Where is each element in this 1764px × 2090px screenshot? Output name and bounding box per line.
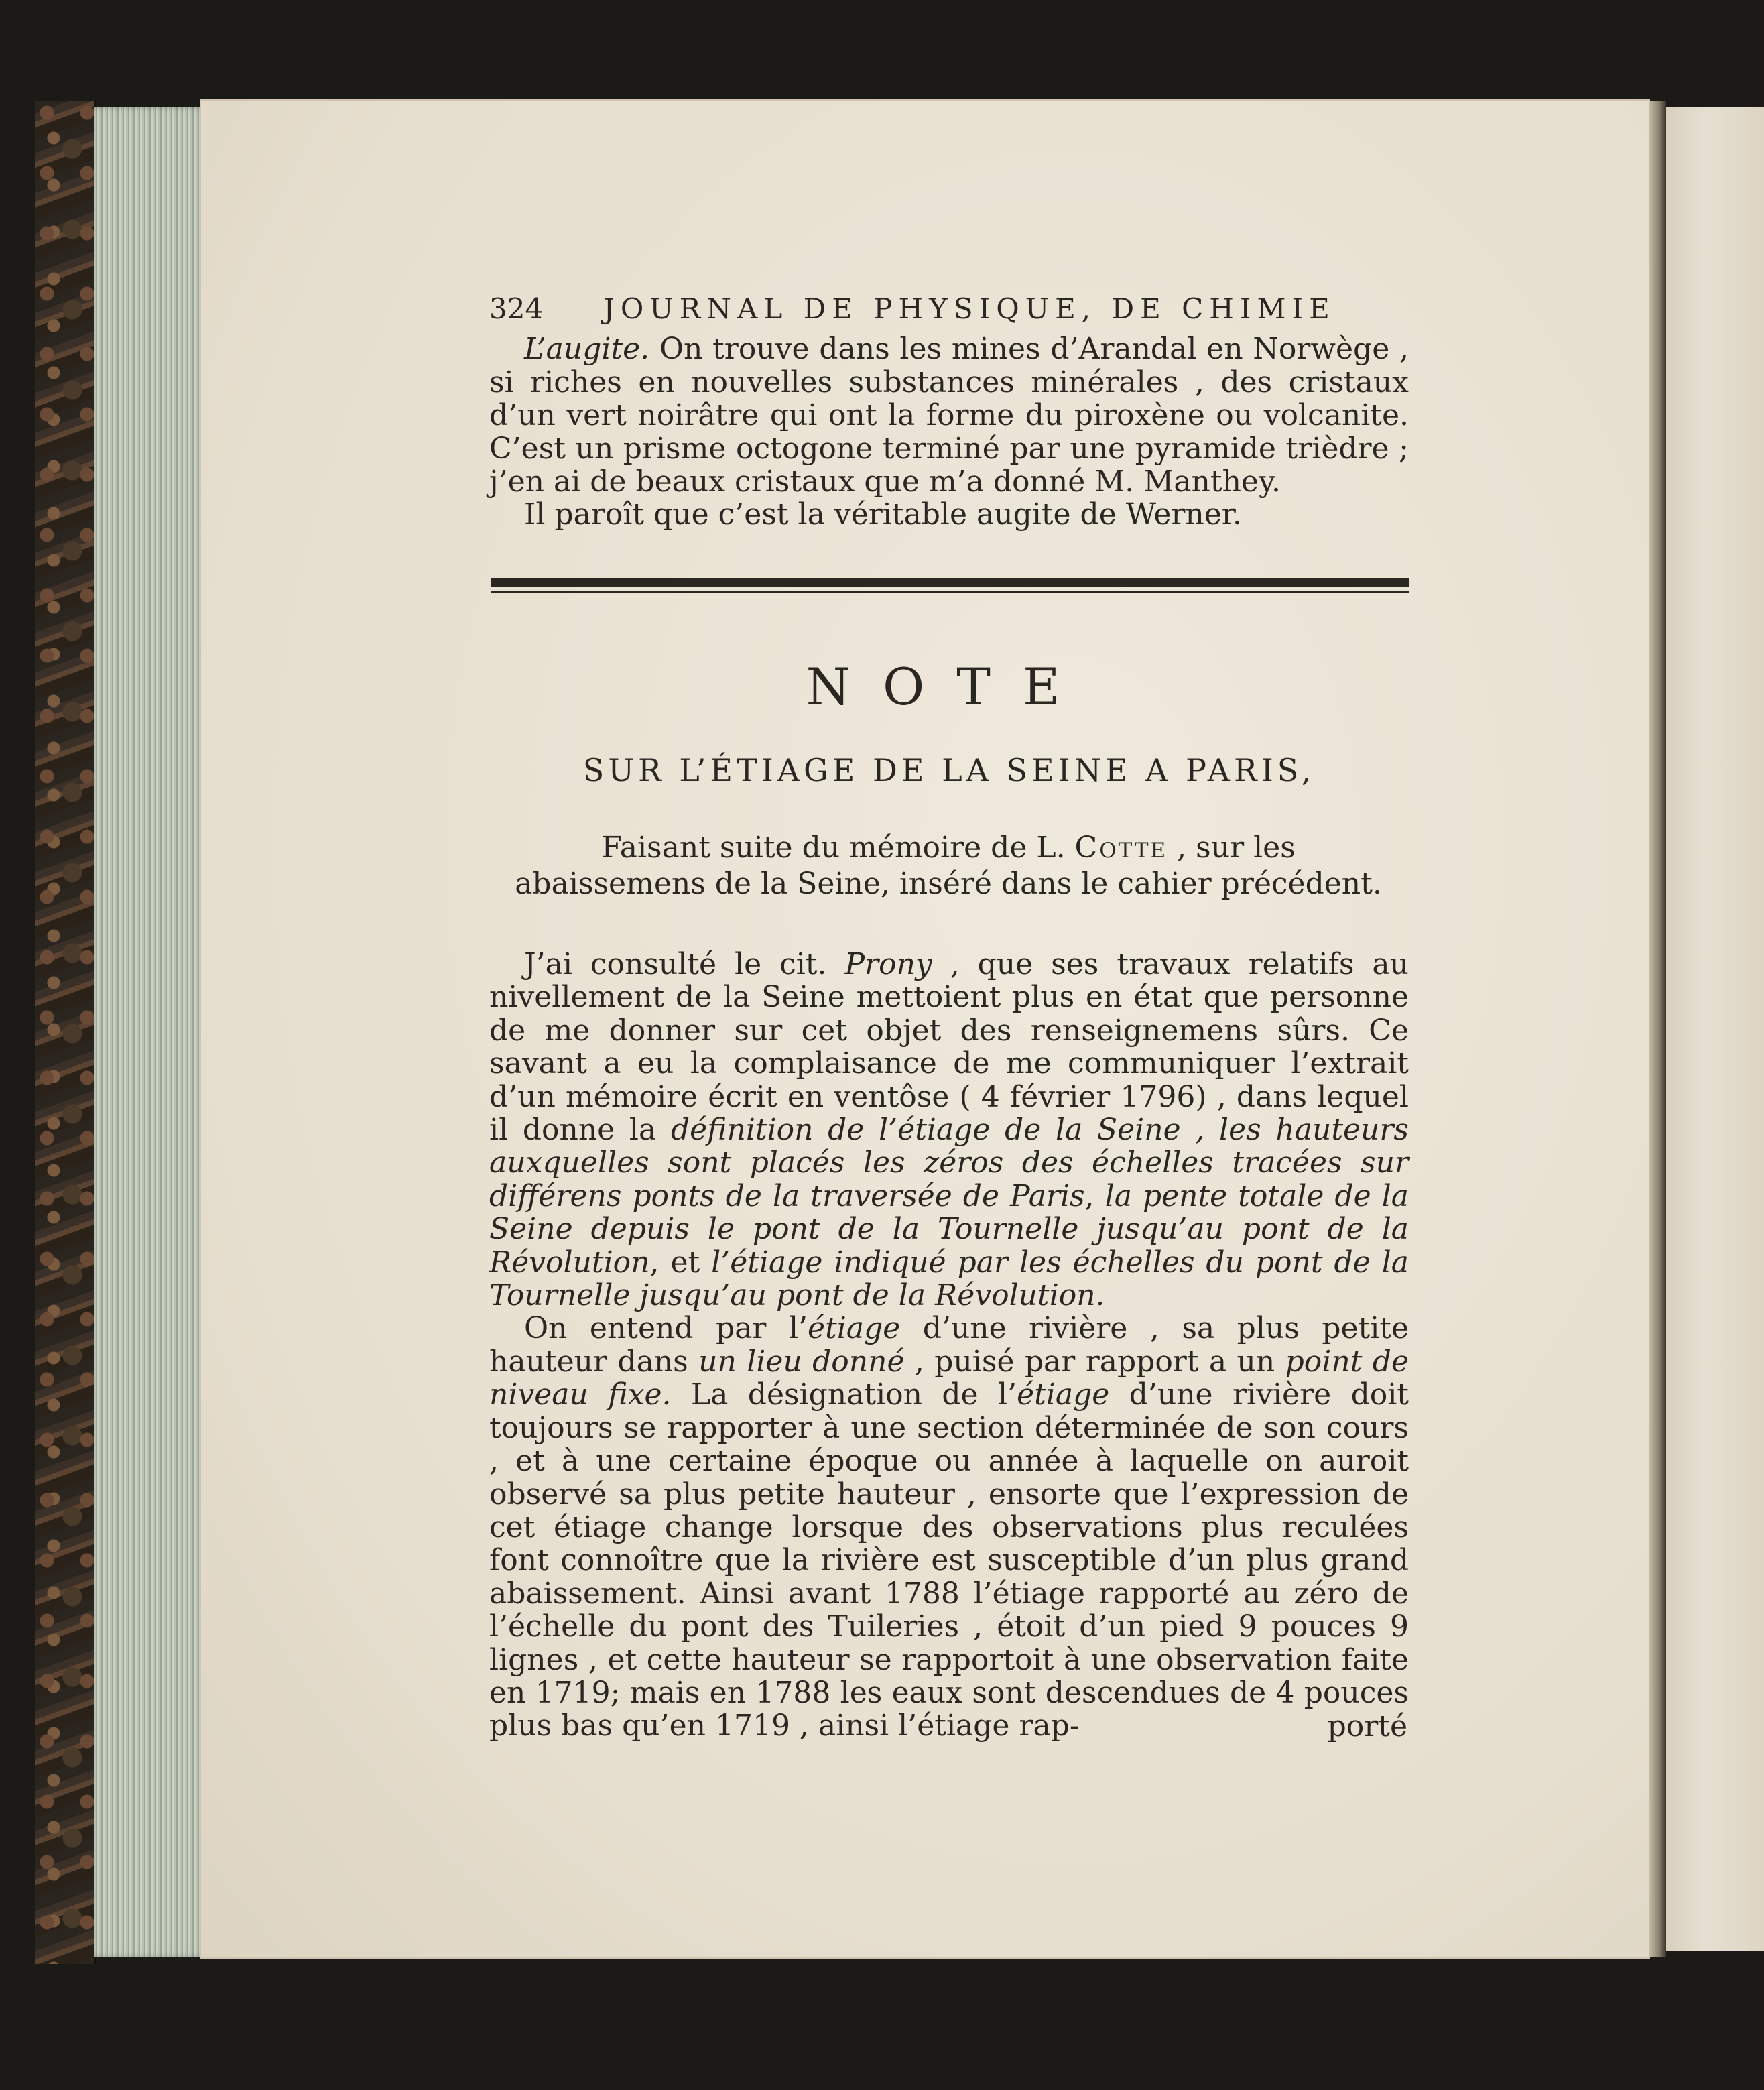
body-italic: étiage xyxy=(1017,1377,1110,1412)
catchword: porté xyxy=(1327,1709,1407,1743)
running-title: JOURNAL DE PHYSIQUE, DE CHIMIE xyxy=(603,292,1336,325)
augite-lead: L’augite. xyxy=(524,332,650,366)
book-gutter xyxy=(1649,101,1666,1957)
caption-after: , sur les abaissemens de la Seine, inséré dans le cahier précédent. xyxy=(515,831,1382,901)
body-text: , xyxy=(1084,1178,1105,1213)
body-italic: Prony xyxy=(844,947,932,981)
body-text: , puisé par rapport a un xyxy=(904,1344,1285,1379)
divider-thick-line xyxy=(491,578,1409,587)
article-body xyxy=(489,948,1409,1743)
body-text: On entend par l’ xyxy=(524,1311,808,1346)
section-divider xyxy=(491,578,1409,594)
divider-thin-line xyxy=(491,591,1409,593)
body-text: La désignation de l’ xyxy=(671,1377,1017,1412)
body-text: J’ai consulté le cit. xyxy=(524,947,845,981)
page-fore-edge xyxy=(94,107,208,1957)
caption-before: Faisant suite du mémoire de L. xyxy=(601,831,1075,865)
article-subtitle: SUR L’ÉTIAGE DE LA SEINE A PARIS, xyxy=(582,752,1316,788)
augite-text: On trouve dans les mines d’Arandal en Norwège , si riches en nouvelles substances minérales , des cristaux d’un vert noirâtre qui ont la forme du piroxène ou volcanite. C’est un prisme octogone terminé par une pyramide trièdre ; j’en ai de beaux cristaux que m’a donné M. Manthey. xyxy=(489,332,1409,499)
article-caption xyxy=(509,830,1387,902)
werner-paragraph: Il paroît que c’est la véritable augite de Werner. xyxy=(524,497,1242,532)
body-italic: l’étiage indiqué par les échelles du pont de la Tournelle jusqu’au pont de la Révolution. xyxy=(489,1245,1409,1313)
marbled-board xyxy=(35,101,96,1964)
caption-author: Cotte xyxy=(1074,831,1168,865)
body-text: d’une rivière doit toujours se rapporter à une section déterminée de son cours , et à une certaine époque ou année à laquelle on auroit observé sa plus petite hauteur , ensorte que l’expression de cet étiage change lorsque des observations plus reculées font connoître que la rivière est susceptible d’un plus grand abaissement. Ainsi avant 1788 l’étiage rapporté au zéro de l’échelle du pont des Tuileries , étoit d’un pied 9 pouces 9 lignes , et cette hauteur se rapportoit à une observation faite en 1719; mais en 1788 les eaux sont descendues de 4 pouces plus bas qu’en 1719 , ainsi l’étiage rap- xyxy=(489,1377,1409,1743)
running-header xyxy=(489,292,1409,330)
article-title: NOTE xyxy=(806,657,1092,717)
body-italic: la pente totale de la Seine depuis le pont de la Tournelle jusqu’au pont de la Révolution xyxy=(489,1178,1409,1280)
page-number: 324 xyxy=(489,292,544,325)
body-text: , et xyxy=(649,1245,712,1280)
body-italic: définition de l’étiage de la Seine , les hauteurs auxquelles sont placés les zéros des échelles tracées sur différens ponts de la traversée de Paris xyxy=(489,1113,1409,1213)
facing-page-edge xyxy=(1666,107,1764,1951)
body-italic: point de niveau fixe. xyxy=(489,1344,1409,1412)
body-text: d’une rivière , sa plus petite hauteur dans xyxy=(489,1311,1409,1379)
body-italic: un lieu donné xyxy=(698,1344,905,1379)
augite-paragraph xyxy=(489,332,1409,499)
body-paragraph-prony xyxy=(489,948,1409,1312)
body-text: , que ses travaux relatifs au nivellement de la Seine mettoient plus en état que personne de me donner sur cet objet des renseignemens sûrs. Ce savant a eu la complaisance de me communiquer l’extrait d’un mémoire écrit en ventôse ( 4 février 1796) , dans lequel il donne la xyxy=(489,947,1409,1148)
body-italic: étiage xyxy=(808,1311,901,1346)
body-paragraph-etiage xyxy=(489,1312,1409,1742)
